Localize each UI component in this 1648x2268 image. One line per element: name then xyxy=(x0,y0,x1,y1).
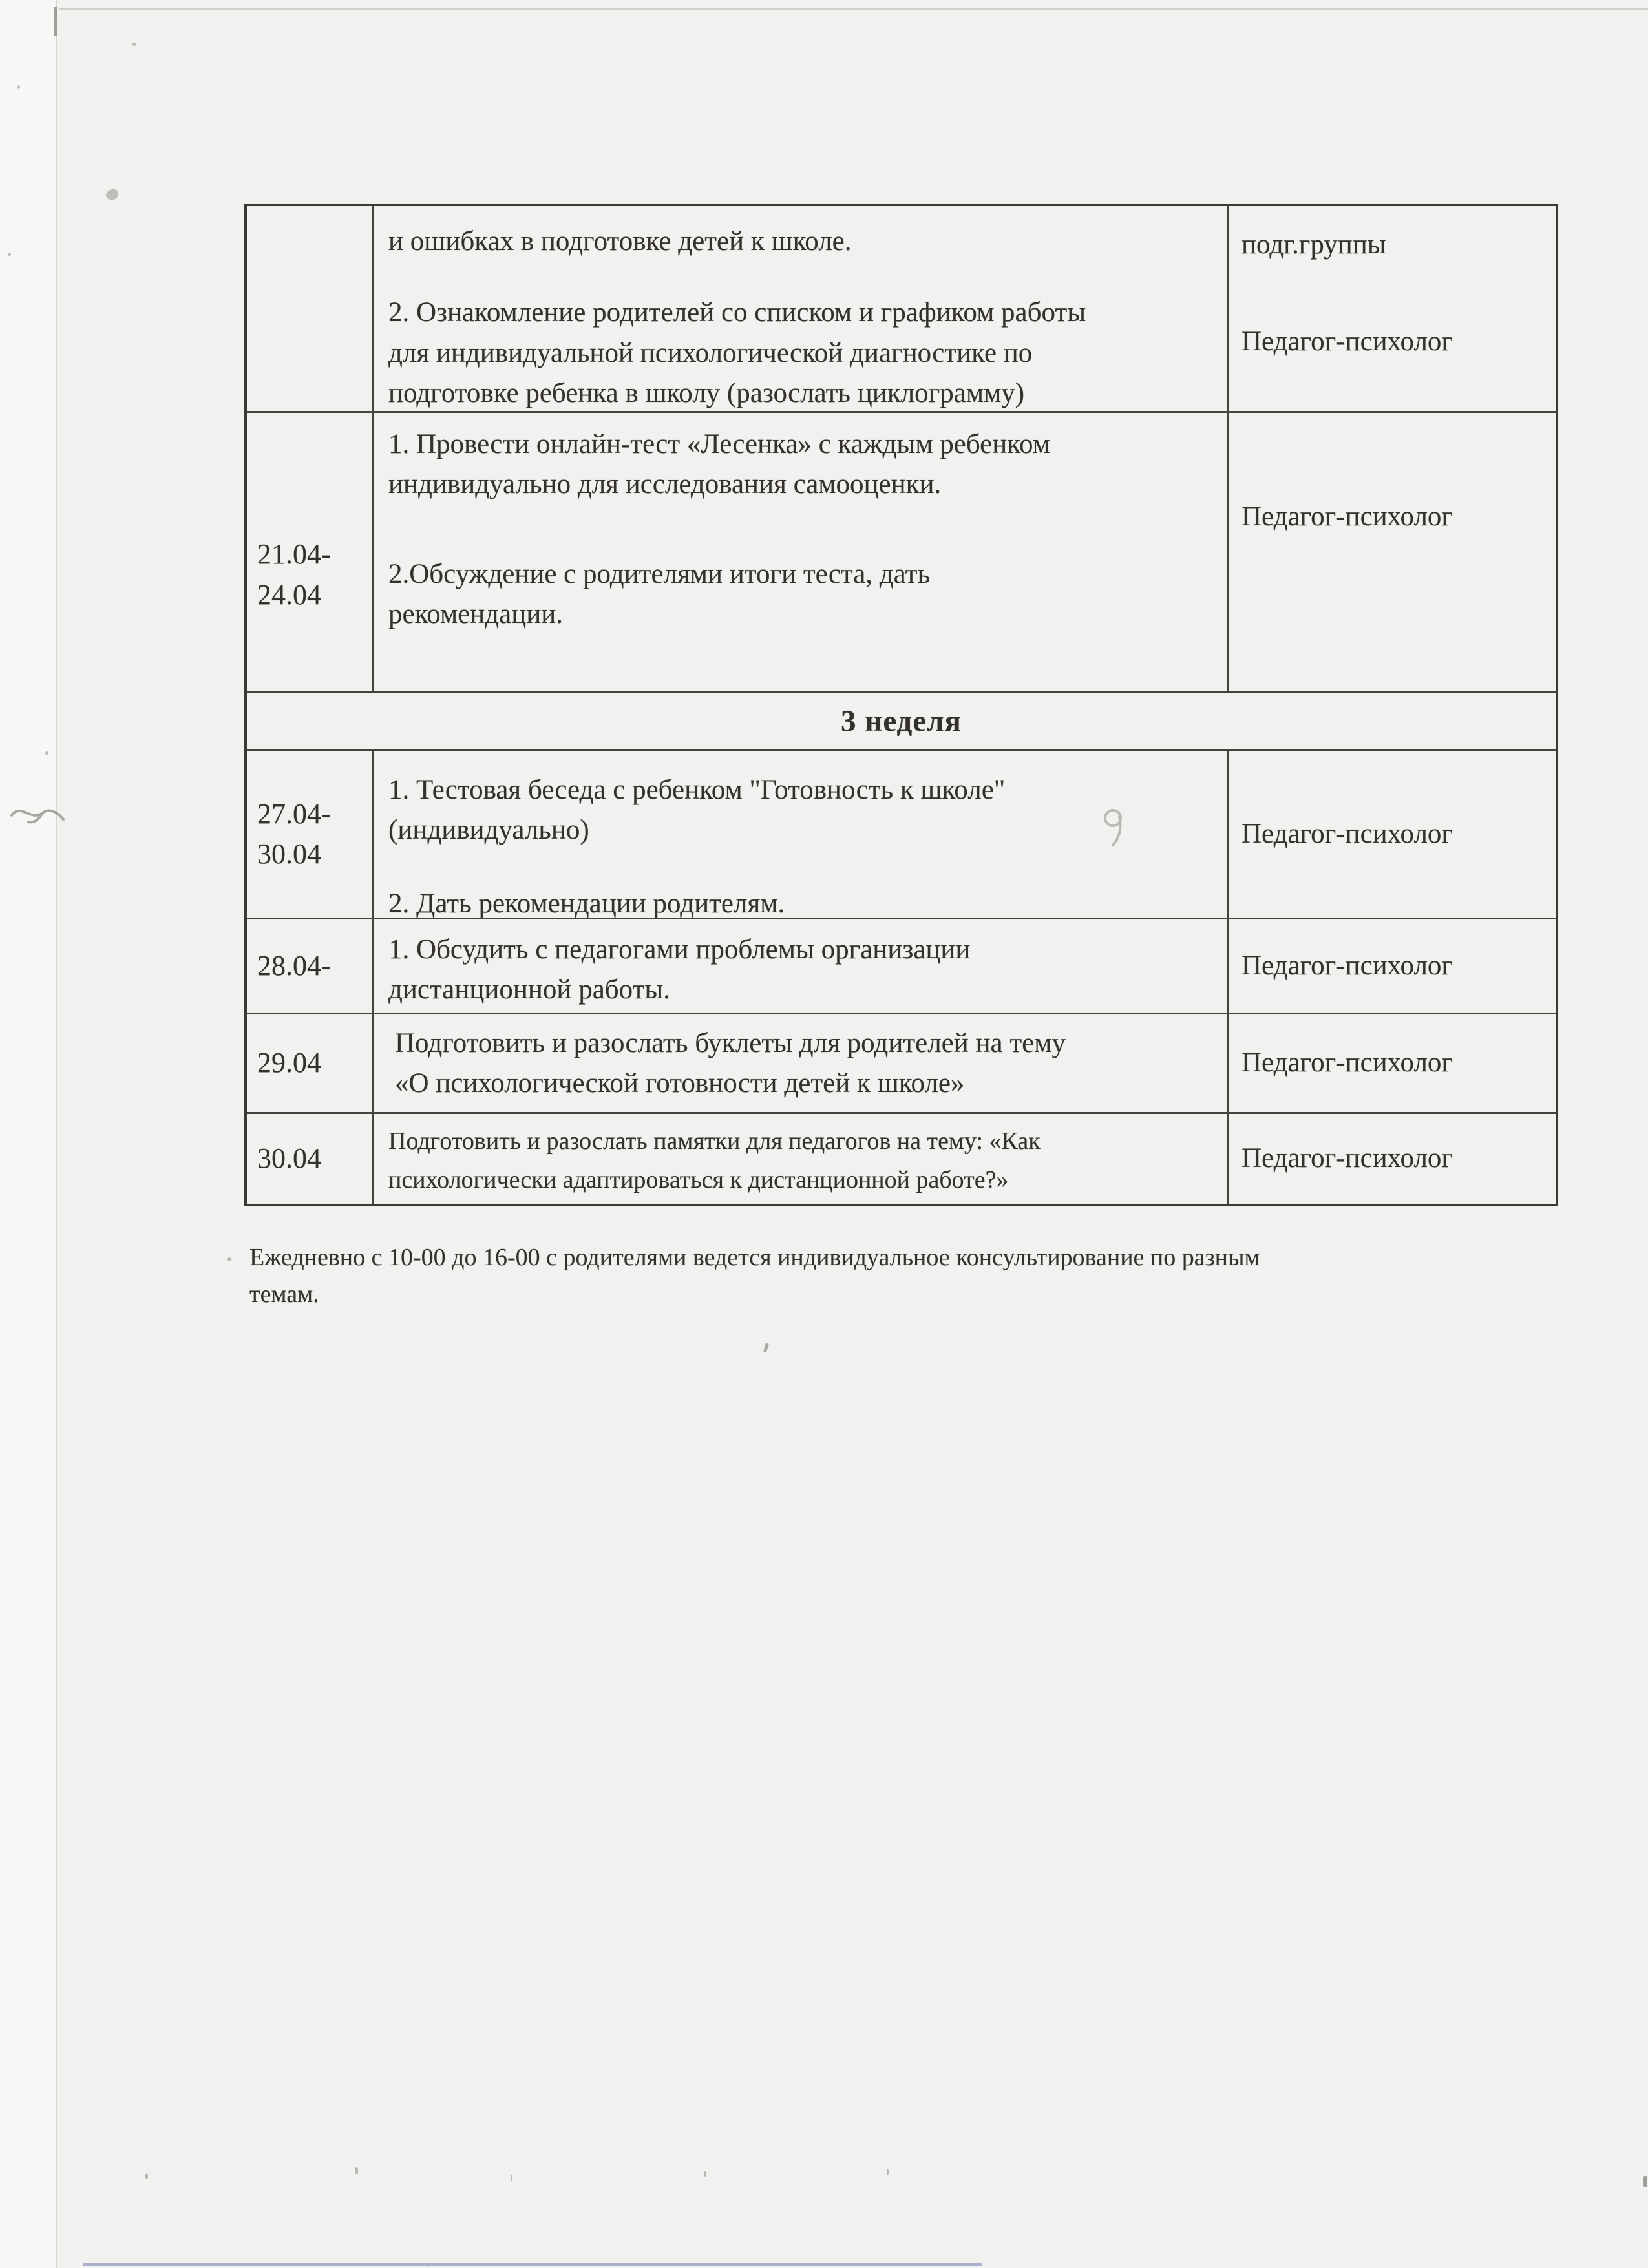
row3-date-cell xyxy=(247,751,374,919)
scan-corner-mark xyxy=(54,7,57,36)
task-text-line: для индивидуальной психологической диагностике по xyxy=(388,337,1033,368)
row2-responsible-cell xyxy=(1229,413,1556,693)
task-text-line: Подготовить и разослать памятки для педагогов на тему: «Как xyxy=(388,1128,1041,1155)
task-text-line: «О психологической готовности детей к школе» xyxy=(395,1068,965,1099)
responsible-label: Педагог-психолог xyxy=(1241,326,1453,357)
task-paragraph xyxy=(388,425,1215,505)
task-text-line: (индивидуально) xyxy=(388,815,589,846)
task-paragraph xyxy=(388,554,1215,635)
task-text-line: психологически адаптироваться к дистанционной работе?» xyxy=(388,1166,1009,1194)
row4-tasks-cell xyxy=(374,919,1229,1014)
paper-edge-strip xyxy=(0,0,57,2268)
task-text-line: 1. Провести онлайн-тест «Лесенка» с каждым ребенком xyxy=(388,429,1050,459)
row1-tasks-cell xyxy=(374,206,1229,413)
row3-tasks-cell xyxy=(374,751,1229,919)
task-text-line: 1. Тестовая беседа с ребенком "Готовность к школе" xyxy=(388,775,1006,805)
scan-speck xyxy=(45,751,48,755)
scan-bottom-blue-edge xyxy=(83,2263,982,2266)
row2-tasks-cell xyxy=(374,413,1229,693)
date-text: 28.04- xyxy=(257,949,331,982)
task-text-line: 2.Обсуждение с родителями итоги теста, дать xyxy=(388,558,931,589)
row2-date-cell xyxy=(247,413,374,693)
scan-speck xyxy=(145,2174,148,2179)
date-text: 27.04- xyxy=(257,797,331,830)
task-paragraph xyxy=(388,293,1215,413)
task-text-line: 2. Дать рекомендации родителям. xyxy=(388,888,785,919)
task-text-line: дистанционной работы. xyxy=(388,974,671,1005)
row5-tasks-cell xyxy=(374,1014,1229,1114)
scan-speck xyxy=(704,2171,706,2177)
task-text-line: 1. Обсудить с педагогами проблемы организации xyxy=(388,934,971,965)
scan-speck xyxy=(106,189,118,200)
row5-date-cell xyxy=(247,1014,374,1114)
responsible-label: Педагог-психолог xyxy=(1241,818,1453,849)
note-text-line: Ежедневно с 10-00 до 16-00 с родителями ведется индивидуальное консультирование по разным xyxy=(249,1244,1260,1271)
scan-speck xyxy=(1643,2176,1647,2187)
task-text-line: рекомендации. xyxy=(388,599,564,630)
task-text-line: и ошибках в подготовке детей к школе. xyxy=(388,226,852,257)
row6-tasks-cell xyxy=(374,1114,1229,1204)
note-text-line: темам. xyxy=(249,1281,319,1308)
task-text-line: подготовке ребенка в школу (разослать циклограмму) xyxy=(388,378,1025,409)
schedule-table xyxy=(244,204,1558,1206)
responsible-label: Педагог-психолог xyxy=(1241,1047,1453,1078)
scan-speck xyxy=(132,43,136,46)
date-text: 24.04 xyxy=(257,578,321,611)
task-text-line: индивидуально для исследования самооценки. xyxy=(388,469,942,500)
row5-responsible-cell xyxy=(1229,1014,1556,1114)
task-paragraph xyxy=(388,770,1215,851)
week3-section-header: 3 неделя xyxy=(247,693,1556,751)
row3-responsible-cell xyxy=(1229,751,1556,919)
row6-responsible-cell xyxy=(1229,1114,1556,1204)
task-text-line: Подготовить и разослать буклеты для родителей на тему xyxy=(395,1028,1066,1058)
responsible-label: Педагог-психолог xyxy=(1241,501,1453,532)
scan-speck xyxy=(887,2169,889,2175)
pencil-mark xyxy=(9,793,67,834)
scan-speck xyxy=(8,253,11,256)
scan-speck xyxy=(17,85,20,89)
date-text: 29.04 xyxy=(257,1047,321,1079)
daily-consultation-note xyxy=(249,1239,1260,1313)
row4-date-cell xyxy=(247,919,374,1014)
scan-speck xyxy=(355,2167,358,2174)
scan-speck xyxy=(511,2175,512,2181)
responsible-label: Педагог-психолог xyxy=(1241,950,1453,981)
responsible-group-label: подг.группы xyxy=(1241,229,1386,260)
scanner-top-edge-line xyxy=(59,8,1648,10)
date-text: 21.04- xyxy=(257,538,331,571)
date-text: 30.04 xyxy=(257,1142,321,1175)
date-text: 30.04 xyxy=(257,838,321,870)
scan-speck xyxy=(227,1257,231,1261)
row4-responsible-cell xyxy=(1229,919,1556,1014)
task-text-line: 2. Ознакомление родителей со списком и графиком работы xyxy=(388,297,1086,328)
responsible-label: Педагог-психолог xyxy=(1241,1143,1453,1174)
row1-responsible-cell xyxy=(1229,206,1556,413)
scan-speck xyxy=(763,1343,769,1353)
row6-date-cell xyxy=(247,1114,374,1204)
row1-date-cell xyxy=(247,206,374,413)
